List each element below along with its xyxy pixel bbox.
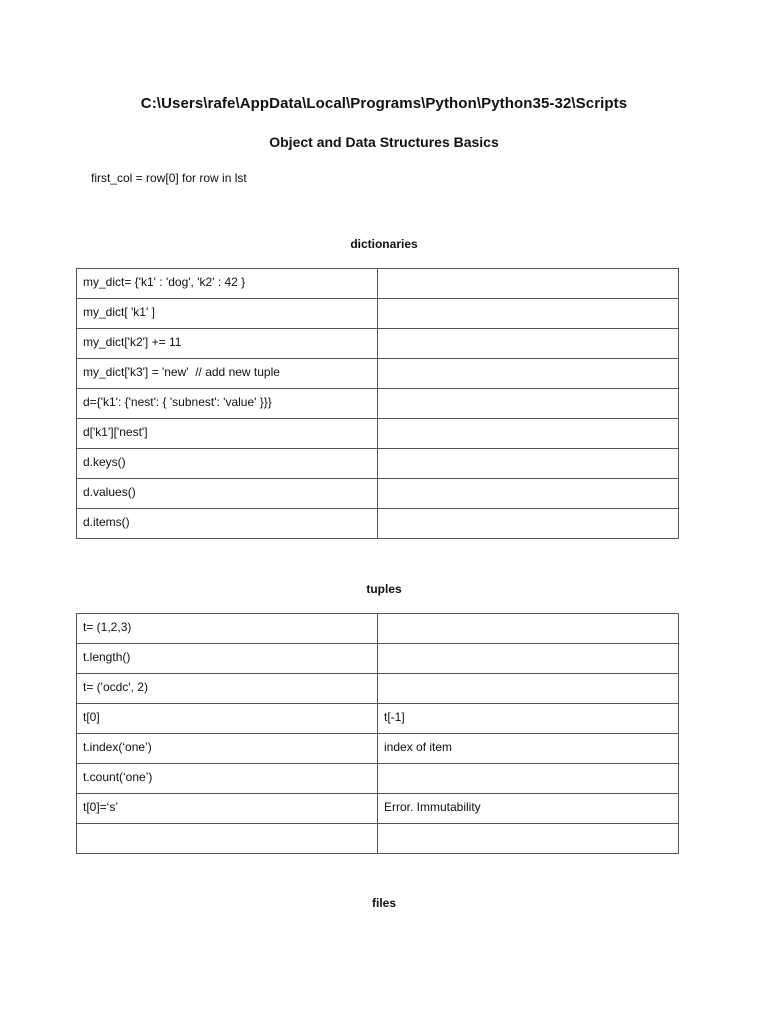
table-row (77, 419, 679, 449)
table-cell: my_dict= {'k1' : 'dog', 'k2' : 42 } (77, 269, 378, 299)
table-row (77, 644, 679, 674)
table-cell: t.index(‘one’) (77, 734, 378, 764)
table-cell: t[0] (77, 704, 378, 734)
dictionaries-table (76, 268, 679, 539)
table-cell: t.length() (77, 644, 378, 674)
table-row (77, 764, 679, 794)
table-cell (378, 269, 679, 299)
table-row (77, 704, 679, 734)
table-row (77, 674, 679, 704)
table-cell: t.count(‘one’) (77, 764, 378, 794)
table-cell (378, 614, 679, 644)
files-heading: files (371, 896, 396, 910)
table-row (77, 824, 679, 854)
table-cell: t[-1] (378, 704, 679, 734)
table-cell: d={'k1': {'nest': { 'subnest': 'value' }}} (77, 389, 378, 419)
tuples-heading: tuples (366, 582, 402, 596)
table-row (77, 329, 679, 359)
table-cell (378, 674, 679, 704)
table-cell (378, 359, 679, 389)
table-row (77, 299, 679, 329)
table-cell: my_dict['k3'] = 'new' // add new tuple (77, 359, 378, 389)
table-cell: index of item (378, 734, 679, 764)
table-cell: d.items() (77, 509, 378, 539)
table-cell (378, 644, 679, 674)
page-path-heading: C:\Users\rafe\AppData\Local\Programs\Python\Python35-32\Scripts (140, 95, 628, 112)
table-row (77, 614, 679, 644)
table-cell (378, 824, 679, 854)
table-cell (378, 509, 679, 539)
table-row (77, 359, 679, 389)
table-cell: t= ('ocdc', 2) (77, 674, 378, 704)
table-cell: my_dict[ 'k1' ] (77, 299, 378, 329)
table-cell (77, 824, 378, 854)
page-title: Object and Data Structures Basics (269, 134, 499, 150)
table-cell (378, 764, 679, 794)
table-row (77, 794, 679, 824)
table-cell (378, 449, 679, 479)
table-cell (378, 389, 679, 419)
dictionaries-heading: dictionaries (350, 237, 418, 251)
table-cell: Error. Immutability (378, 794, 679, 824)
table-row (77, 734, 679, 764)
table-row (77, 449, 679, 479)
table-cell: d.keys() (77, 449, 378, 479)
table-cell (378, 299, 679, 329)
table-cell (378, 329, 679, 359)
table-cell: d.values() (77, 479, 378, 509)
table-cell: my_dict['k2'] += 11 (77, 329, 378, 359)
table-row (77, 509, 679, 539)
table-cell: t[0]=‘s’ (77, 794, 378, 824)
table-row (77, 479, 679, 509)
table-cell (378, 419, 679, 449)
table-cell: t= (1,2,3) (77, 614, 378, 644)
table-row (77, 389, 679, 419)
table-cell (378, 479, 679, 509)
table-cell: d['k1']['nest'] (77, 419, 378, 449)
tuples-table (76, 613, 679, 854)
intro-code-line: first_col = row[0] for row in lst (91, 171, 247, 185)
table-row (77, 269, 679, 299)
